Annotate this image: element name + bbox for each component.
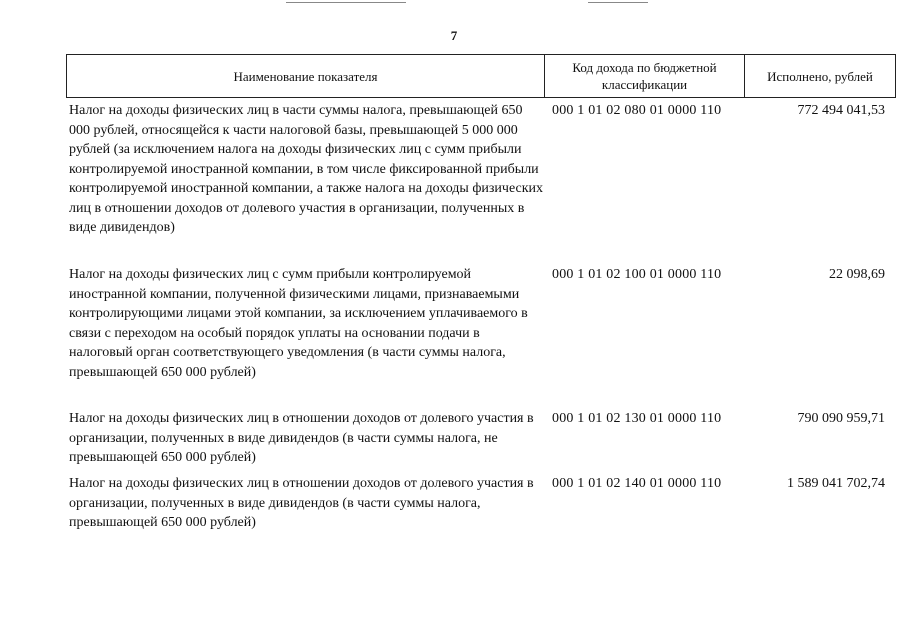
income-code: 000 1 01 02 140 01 0000 110 — [552, 476, 722, 491]
header-name: Наименование показателя — [67, 55, 545, 97]
scan-artifact-line — [588, 2, 648, 3]
executed-amount: 772 494 041,53 — [797, 103, 885, 118]
indicator-name: Налог на доходы физических лиц в отношении доходов от долевого участия в организации, полученных в виде дивидендов (в части суммы налога, не превышающей 650 000 рублей) — [69, 411, 534, 465]
table-row — [66, 265, 896, 382]
indicator-name: Налог на доходы физических лиц в отношении доходов от долевого участия в организации, полученных в виде дивидендов (в части суммы налога, превышающей 650 000 рублей) — [69, 476, 534, 530]
table-row — [66, 474, 896, 533]
header-amount: Исполнено, рублей — [767, 68, 873, 84]
scan-artifact-line — [286, 2, 406, 3]
executed-amount: 22 098,69 — [829, 267, 885, 282]
income-code: 000 1 01 02 100 01 0000 110 — [552, 267, 722, 282]
table-row — [66, 409, 896, 468]
executed-amount: 790 090 959,71 — [797, 411, 885, 426]
indicator-name: Налог на доходы физических лиц с сумм прибыли контролируемой иностранной компании, полученной физическими лицами, признаваемыми контролирующими лицами этой компании, за исключением уплачиваемого в связи с переходом на особый порядок уплаты на основании подачи в налоговый орган соответствующего уведомления (в части суммы налога, превышающей 650 000 рублей) — [69, 267, 528, 380]
income-code: 000 1 01 02 130 01 0000 110 — [552, 411, 722, 426]
indicator-name: Налог на доходы физических лиц в части суммы налога, превышающей 650 000 рублей, относящейся к части налоговой базы, превышающей 5 000 000 рублей (за исключением налога на доходы физических лиц с сумм прибыли контролируемой иностранной компании, в том числе фиксированной прибыли контролируемой иностранной компании, а также налога на доходы физических лиц в отношении доходов от долевого участия в организации, полученных в виде дивидендов) — [69, 103, 544, 235]
executed-amount: 1 589 041 702,74 — [787, 476, 885, 491]
page-number: 7 — [450, 28, 458, 43]
header-code: Код дохода по бюджетной классификации — [545, 55, 745, 97]
income-code: 000 1 01 02 080 01 0000 110 — [552, 103, 722, 118]
table-row — [66, 101, 896, 238]
table-header — [66, 54, 896, 98]
